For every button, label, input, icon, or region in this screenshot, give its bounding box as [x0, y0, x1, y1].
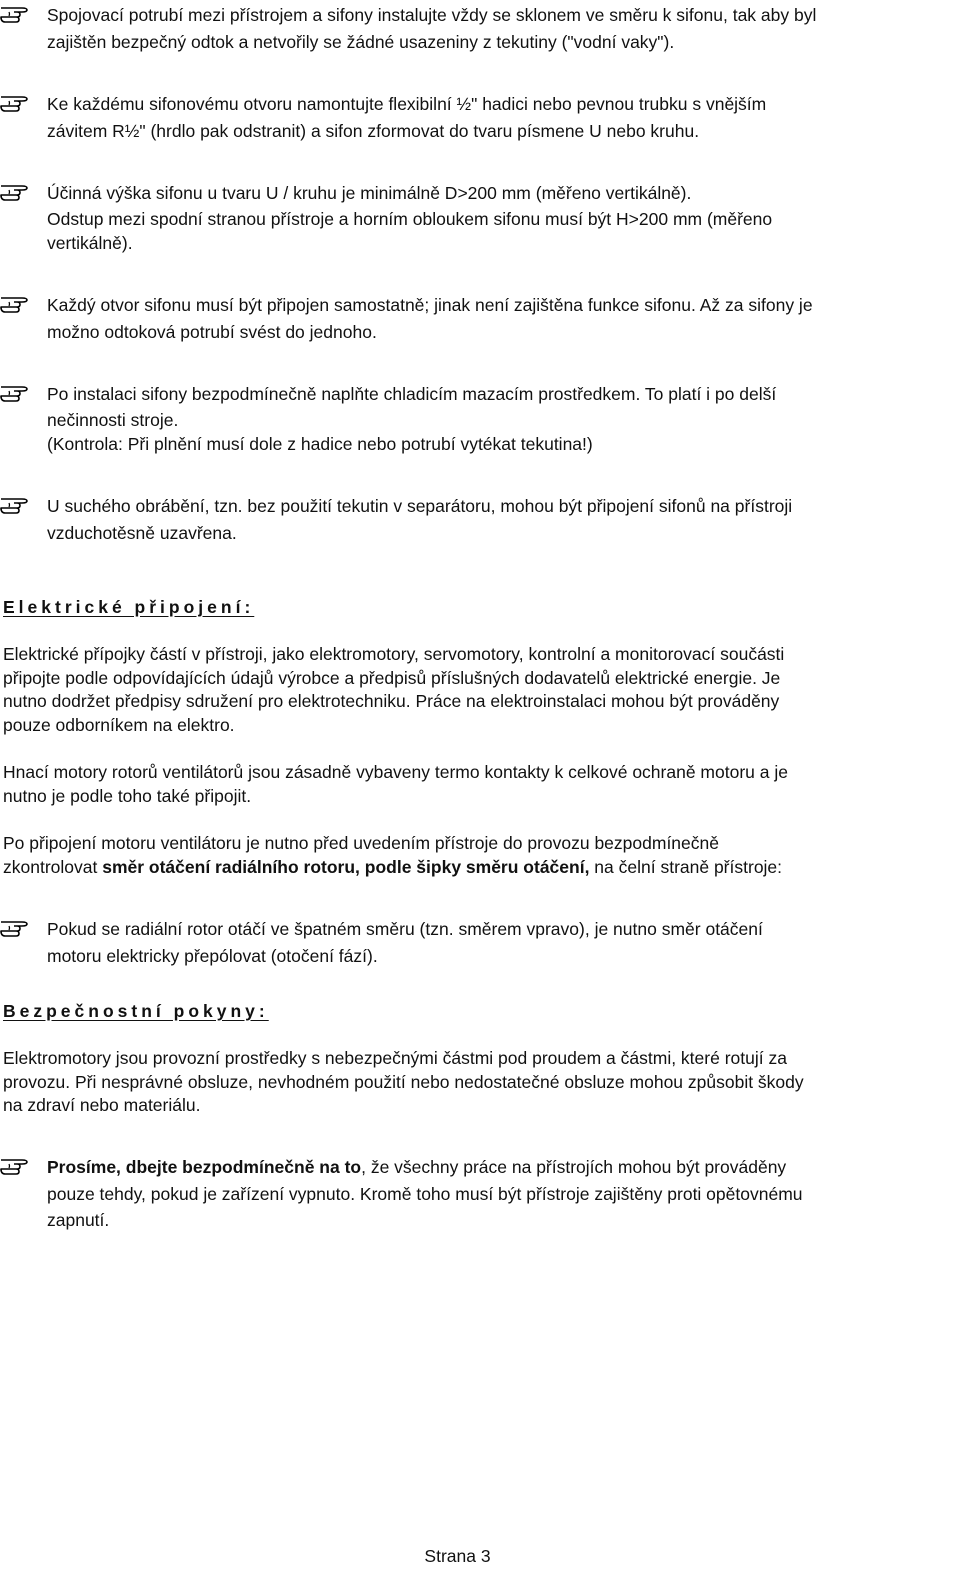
- section-heading-safety: Bezpečnostní pokyny:: [3, 1001, 269, 1021]
- bullet-text: zajištěn bezpečný odtok a netvořily se žádné usazeniny z tekutiny ("vodní vaky").: [47, 32, 675, 52]
- text-run: zkontrolovat: [3, 856, 103, 877]
- bullet-text: Odstup mezi spodní stranou přístroje a horním obloukem sifonu musí být H>200 mm (měřeno: [47, 209, 773, 229]
- paragraph: [3, 1047, 953, 1118]
- bullet-text: U suchého obrábění, tzn. bez použití tekutin v separátoru, mohou být připojení sifonů na přístroji: [47, 496, 793, 516]
- bullet-item: [0, 2, 955, 56]
- bullet-text: Pokud se radiální rotor otáčí ve špatném směru (tzn. směrem vpravo), je nutno směr otáčení: [47, 919, 763, 939]
- bullet-item: [0, 916, 955, 970]
- bullet-text: pouze tehdy, pokud je zařízení vypnuto. Kromě toho musí být přístroje zajištěny proti opětovnému: [47, 1184, 803, 1204]
- paragraph-line: nutno je podle toho také připojit.: [3, 785, 252, 806]
- paragraph-line: na zdraví nebo materiálu.: [3, 1095, 201, 1115]
- pointing-hand-icon: [0, 292, 36, 314]
- bold-text-run: směr otáčení radiálního rotoru, podle šipky směru otáčení,: [102, 856, 590, 877]
- bullet-text: vzduchotěsně uzavřena.: [47, 523, 237, 543]
- bullet-text: závitem R½" (hrdlo pak odstranit) a sifon zformovat do tvaru písmene U nebo kruhu.: [47, 121, 700, 141]
- bullet-text: Spojovací potrubí mezi přístrojem a sifony instalujte vždy se sklonem ve směru k sifonu, tak aby byl: [47, 5, 817, 25]
- text-run: na čelní straně přístroje:: [589, 856, 783, 877]
- paragraph-line: Po připojení motoru ventilátoru je nutno před uvedením přístroje do provozu bezpodmínečně: [3, 833, 719, 853]
- bullet-text: zapnutí.: [47, 1210, 110, 1230]
- bullet-text: (Kontrola: Při plnění musí dole z hadice nebo potrubí vytékat tekutina!): [47, 434, 593, 454]
- bullet-text: Po instalaci sifony bezpodmínečně naplňte chladicím mazacím prostředkem. To platí i po delší: [47, 384, 777, 404]
- pointing-hand-icon: [0, 916, 36, 938]
- pointing-hand-icon: [0, 2, 36, 24]
- bullet-text: Ke každému sifonovému otvoru namontujte flexibilní ½" hadici nebo pevnou trubku s vnějším: [47, 94, 767, 114]
- paragraph-line: Hnací motory rotorů ventilátorů jsou zásadně vybaveny termo kontakty k celkové ochraně motoru a je: [3, 762, 788, 782]
- bullet-item: [0, 292, 955, 346]
- paragraph-line: Elektrické přípojky částí v přístroji, jako elektromotory, servomotory, kontrolní a monitorovací součásti: [3, 644, 785, 664]
- pointing-hand-icon: [0, 180, 36, 202]
- paragraph-line: nutno dodržet předpisy sdružení pro elektrotechniku. Práce na elektroinstalaci mohou být prováděny: [3, 691, 780, 711]
- bullet-item: [0, 1154, 955, 1232]
- paragraph-line: pouze odborníkem na elektro.: [3, 714, 235, 735]
- bullet-text: motoru elektricky přepólovat (otočení fází).: [47, 946, 378, 966]
- page-number: Strana 3: [424, 1546, 491, 1566]
- paragraph-line: provozu. Při nesprávné obsluze, nevhodném použití nebo nedostatečné obsluze mohou způsobit škody: [3, 1071, 804, 1092]
- bullet-item: [0, 180, 955, 255]
- bullet-item: [0, 381, 955, 456]
- bullet-text: Každý otvor sifonu musí být připojen samostatně; jinak není zajištěna funkce sifonu. Až za sifony je: [47, 295, 813, 315]
- pointing-hand-icon: [0, 381, 36, 403]
- section-heading-electrical: Elektrické připojení:: [3, 597, 255, 617]
- paragraph-line: [3, 856, 953, 880]
- bullet-item: [0, 493, 955, 547]
- bullet-item: [0, 91, 955, 145]
- pointing-hand-icon: [0, 91, 36, 113]
- bold-text-run: Prosíme, dbejte bezpodmínečně na to: [47, 1157, 362, 1177]
- paragraph: [3, 643, 953, 737]
- pointing-hand-icon: [0, 493, 36, 515]
- paragraph: [3, 832, 953, 879]
- bullet-text: Účinná výška sifonu u tvaru U / kruhu je minimálně D>200 mm (měřeno vertikálně).: [47, 183, 692, 203]
- bullet-text: možno odtoková potrubí svést do jednoho.: [47, 322, 377, 342]
- paragraph-line: Elektromotory jsou provozní prostředky s nebezpečnými částmi pod proudem a částmi, které rotují za: [3, 1048, 787, 1068]
- bullet-text: [47, 1154, 955, 1181]
- text-run: , že všechny práce na přístrojích mohou být prováděny: [361, 1157, 787, 1177]
- paragraph-line: připojte podle odpovídajících údajů výrobce a předpisů příslušných dodavatelů elektrické energie. Je: [3, 667, 781, 688]
- paragraph: [3, 761, 953, 808]
- pointing-hand-icon: [0, 1154, 36, 1176]
- bullet-text: nečinnosti stroje.: [47, 410, 179, 430]
- bullet-text: vertikálně).: [47, 233, 133, 253]
